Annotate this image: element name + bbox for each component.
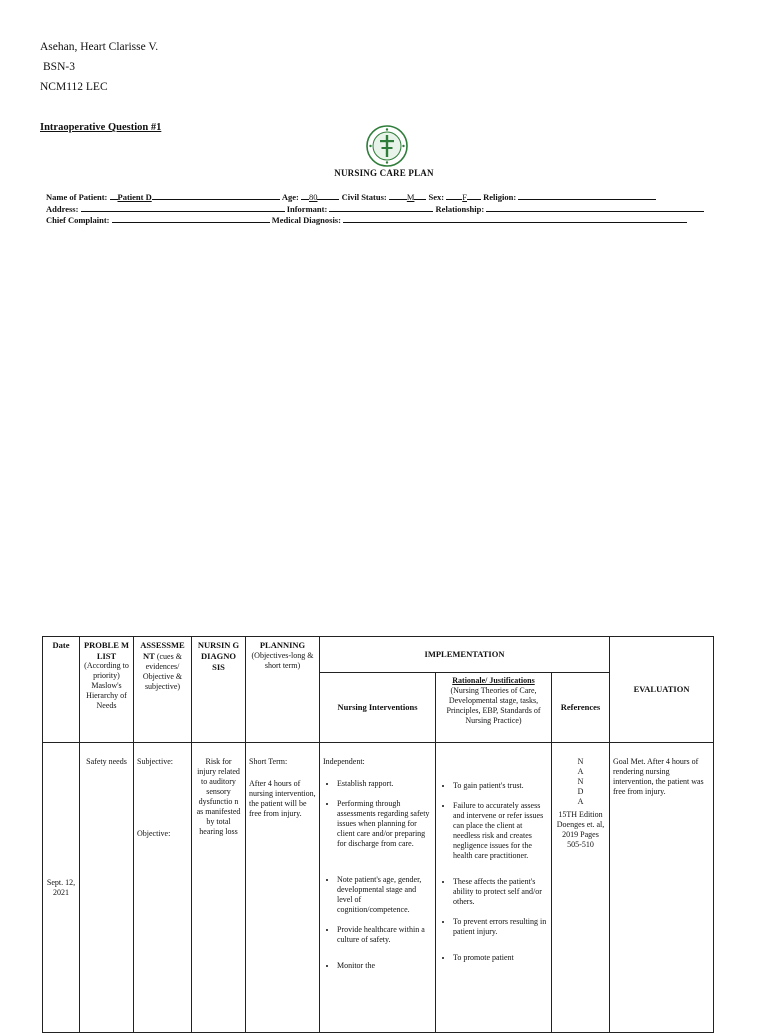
nanda-letter: N <box>577 757 584 766</box>
reference-text: 15TH Edition Doenges et. al, 2019 Pages 505-510 <box>556 810 605 849</box>
relationship-label: Relationship: <box>435 204 485 214</box>
rationale-item: • These affects the patient's ability to protect self and/or others. <box>453 877 548 907</box>
student-section: BSN-3 <box>43 61 75 73</box>
row-references <box>552 743 610 1033</box>
civil-status-value: M <box>406 192 415 202</box>
patient-name-value: Patient D <box>117 192 152 202</box>
sex-value: F <box>462 192 467 202</box>
rationale-item: • To prevent errors resulting in patient injury. <box>453 917 548 937</box>
address-label: Address: <box>46 204 79 214</box>
nanda-letter: N <box>577 777 584 786</box>
intervention-item: • Monitor the <box>337 961 432 971</box>
nursing-care-plan-table <box>42 636 714 1033</box>
rationale-item: • Failure to accurately assess and intervene or refer issues can place the client at needless risk and creates negligence issues for the health care practitioner. <box>453 801 548 861</box>
planning-text: After 4 hours of nursing intervention, the patient will be free from injury. <box>249 779 316 818</box>
intervention-item: • Provide healthcare within a culture of safety. <box>337 925 432 945</box>
plan-title: NURSING CARE PLAN <box>334 168 434 178</box>
header-problem-list: PROBLE M LIST (According to priority) Maslow's Hierarchy of Needs <box>80 637 134 743</box>
header-date: Date <box>43 637 80 743</box>
row-interventions <box>320 743 436 1033</box>
nanda-letter: A <box>577 767 584 776</box>
patient-info-line-2 <box>46 203 704 214</box>
nanda-letter: A <box>577 797 584 806</box>
patient-info-line-1 <box>46 191 656 202</box>
informant-label: Informant: <box>286 204 328 214</box>
assessment-objective: Objective: <box>137 829 171 838</box>
planning-label: Short Term: <box>249 757 288 766</box>
school-seal-logo <box>366 125 408 167</box>
header-implementation: IMPLEMENTATION <box>320 637 610 673</box>
rationale-item: • To gain patient's trust. <box>453 781 548 791</box>
nanda-letter: D <box>577 787 584 796</box>
intervention-item: • Note patient's age, gender, developmental stage and level of cognition/competence. <box>337 875 432 915</box>
header-assessment: ASSESSME NT (cues & evidences/ Objective & subjective) <box>134 637 192 743</box>
header-nursing-diagnosis: NURSIN G DIAGNO SIS <box>192 637 246 743</box>
course-code: NCM112 LEC <box>40 81 108 93</box>
header-evaluation: EVALUATION <box>610 637 714 743</box>
row-problem: Safety needs <box>80 743 134 1033</box>
medical-diagnosis-label: Medical Diagnosis: <box>271 215 341 225</box>
row-date: Sept. 12, 2021 <box>43 743 80 1033</box>
header-rationale: Rationale/ Justifications (Nursing Theories of Care, Developmental stage, tasks, Principles, EBP, Standards of Nursing Practice) <box>436 673 552 743</box>
religion-label: Religion: <box>483 192 517 202</box>
patient-info-line-3 <box>46 214 687 225</box>
sex-label: Sex: <box>428 192 445 202</box>
assessment-subjective: Subjective: <box>137 757 173 766</box>
rationale-item: • To promote patient <box>453 953 548 963</box>
row-evaluation: Goal Met. After 4 hours of rendering nursing intervention, the patient was free from injury. <box>610 743 714 1033</box>
header-planning: PLANNING (Objectives-long & short term) <box>246 637 320 743</box>
intervention-item: • Establish rapport. <box>337 779 432 789</box>
patient-name-label: Name of Patient: <box>46 192 108 202</box>
intervention-item: • Performing through assessments regarding safety issues when planning for client care and/or preparing for discharge from care. <box>337 799 432 849</box>
row-assessment <box>134 743 192 1033</box>
row-planning <box>246 743 320 1033</box>
row-diagnosis: Risk for injury related to auditory sensory dysfunctio n as manifested by total hearing loss <box>192 743 246 1033</box>
header-interventions: Nursing Interventions <box>320 673 436 743</box>
header-references: References <box>552 673 610 743</box>
student-name: Asehan, Heart Clarisse V. <box>40 41 159 53</box>
question-title: Intraoperative Question #1 <box>40 122 162 133</box>
civil-status-label: Civil Status: <box>341 192 387 202</box>
interventions-label: Independent: <box>323 757 365 766</box>
row-rationale <box>436 743 552 1033</box>
chief-complaint-label: Chief Complaint: <box>46 215 110 225</box>
age-value: 80 <box>308 192 318 202</box>
age-label: Age: <box>281 192 299 202</box>
